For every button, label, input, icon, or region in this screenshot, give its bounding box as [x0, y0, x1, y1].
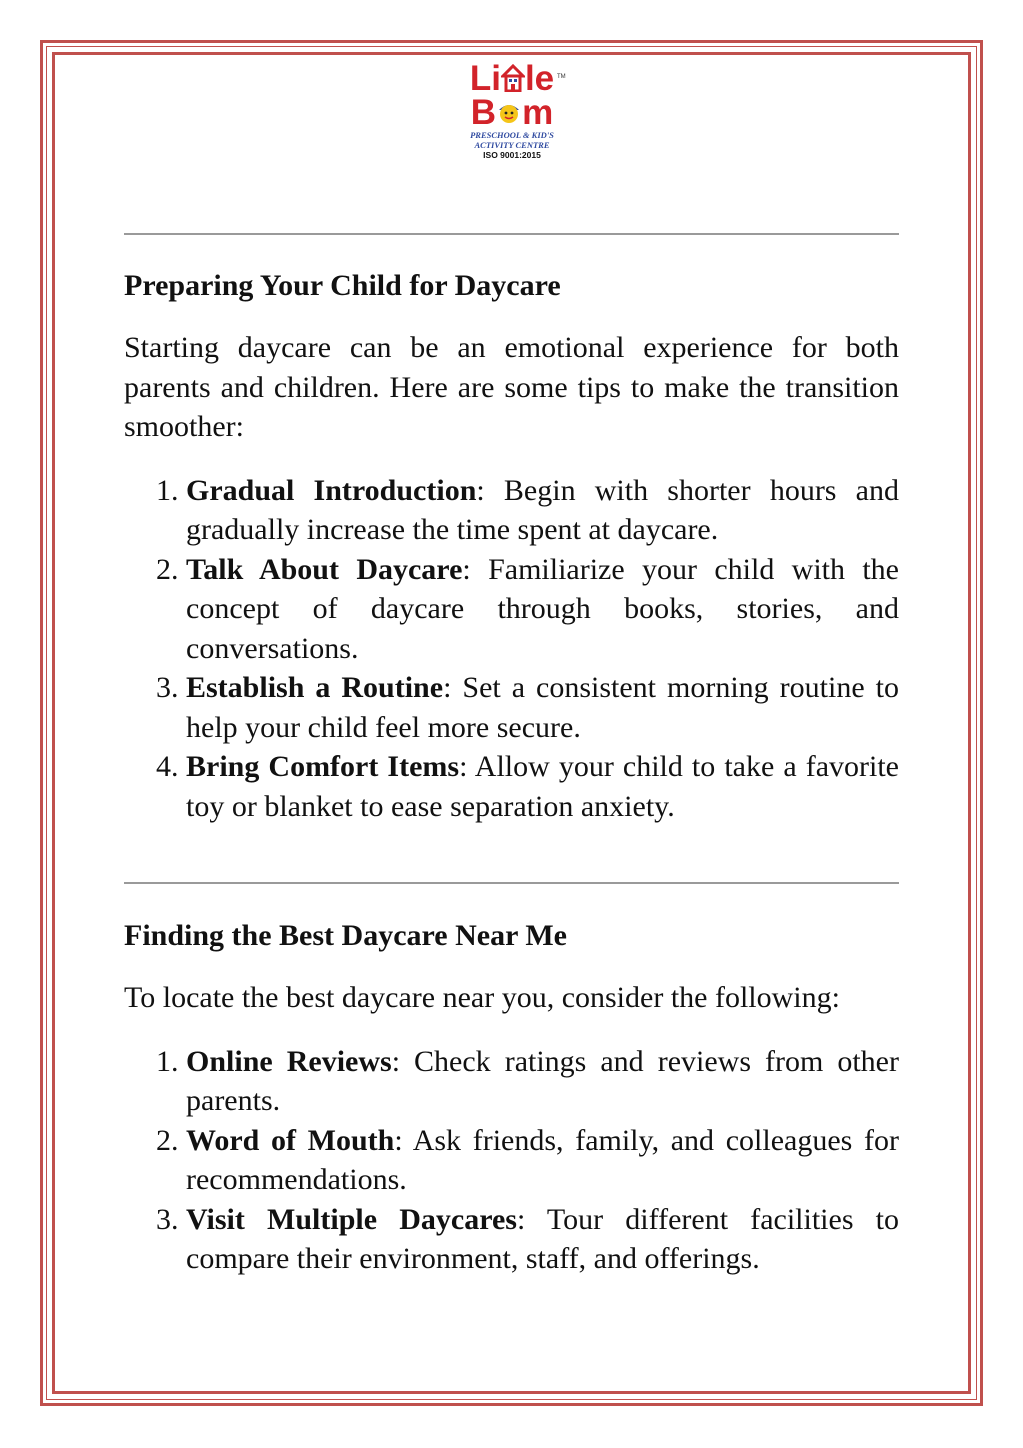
list-item-text: : Check ratings and reviews from other parents.	[186, 1044, 899, 1117]
list-number: 3.	[156, 1202, 179, 1236]
list-item-title: Visit Multiple Daycares	[186, 1202, 517, 1236]
list-item-title: Gradual Introduction	[186, 473, 477, 507]
list-item-text: : Set a consistent morning routine to help your child feel more secure.	[186, 671, 899, 744]
list-item	[124, 747, 899, 826]
tips-list	[124, 1042, 899, 1279]
list-item	[124, 1200, 899, 1279]
logo-subtitle-line2: ACTIVITY CENTRE	[474, 140, 550, 150]
list-item-title: Establish a Routine	[186, 671, 444, 704]
list-number: 4.	[156, 750, 179, 783]
list-item-title: Bring Comfort Items	[186, 750, 460, 783]
list-item-text: : Begin with shorter hours and gradually increase the time spent at daycare.	[186, 473, 899, 546]
list-item	[124, 1042, 899, 1121]
list-number: 1.	[156, 473, 179, 507]
logo-wordmark-bottom	[447, 93, 577, 132]
list-item-text: : Familiarize your child with the concept of daycare through books, stories, and conversations.	[186, 552, 899, 665]
section-finding-daycare	[124, 918, 899, 1279]
list-item	[124, 1121, 899, 1200]
list-item	[124, 668, 899, 747]
logo-text-le: le	[524, 59, 555, 98]
list-item-title: Talk About Daycare	[186, 552, 463, 586]
logo-text-m: m	[522, 93, 554, 132]
list-item-text: : Ask friends, family, and colleagues for recommendations.	[186, 1123, 899, 1196]
logo-text-b: B	[470, 93, 497, 132]
list-number: 2.	[156, 1123, 179, 1157]
section-heading: Preparing Your Child for Daycare	[124, 269, 561, 302]
list-number: 1.	[156, 1044, 179, 1078]
list-number: 2.	[156, 552, 179, 586]
section-preparing-child	[124, 268, 899, 826]
trademark-mark: TM	[557, 74, 566, 80]
list-item-title: Online Reviews	[186, 1044, 392, 1078]
logo-subtitle-line1: PRESCHOOL & KID'S	[470, 130, 554, 140]
house-icon	[501, 64, 525, 92]
list-item	[124, 471, 899, 550]
divider-top	[124, 233, 899, 235]
little-bam-logo	[447, 59, 577, 174]
section-heading: Finding the Best Daycare Near Me	[124, 919, 567, 952]
list-item-title: Word of Mouth	[186, 1123, 395, 1157]
list-number: 3.	[156, 671, 179, 704]
logo-text-li: Li	[469, 59, 501, 98]
divider-middle	[124, 882, 899, 884]
iso-certification: ISO 9001:2015	[483, 150, 541, 160]
section-intro: Starting daycare can be an emotional experience for both parents and children. Here are some tips to make the transition smoother:	[124, 331, 899, 443]
list-item-text: : Allow your child to take a favorite toy or blanket to ease separation anxiety.	[186, 750, 899, 823]
list-item	[124, 550, 899, 669]
list-item-text: : Tour different facilities to compare their environment, staff, and offerings.	[186, 1202, 899, 1275]
section-intro: To locate the best daycare near you, consider the following:	[124, 981, 840, 1014]
tips-list	[124, 471, 899, 827]
child-face-icon	[496, 99, 522, 125]
